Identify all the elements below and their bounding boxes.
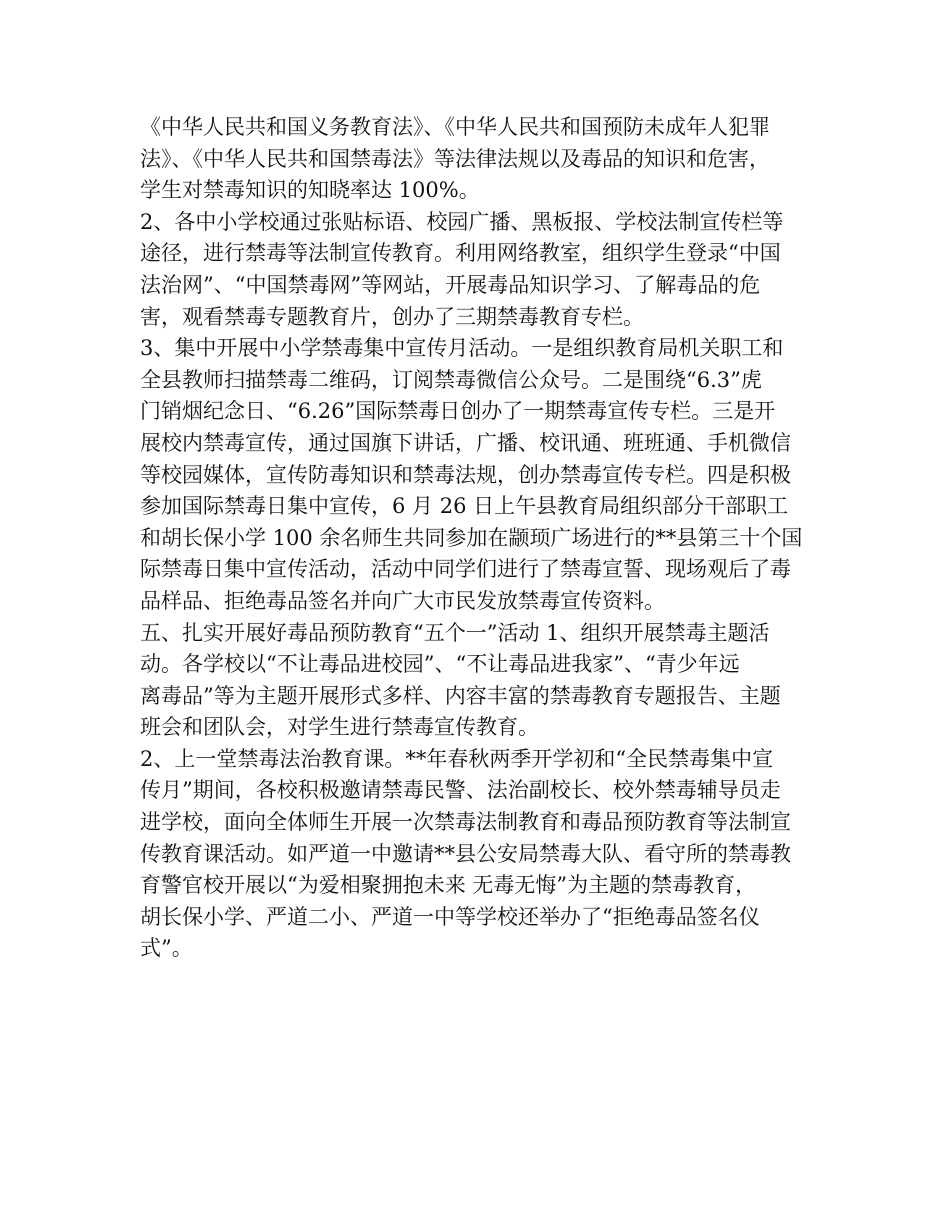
text-line: 途径，进行禁毒等法制宣传教育。利用网络教室，组织学生登录“中国 [140,241,781,266]
text-line: 育警官校开展以“为爱相聚拥抱未来 无毒无悔”为主题的禁毒教育， [140,873,757,898]
text-line: 害，观看禁毒专题教育片，创办了三期禁毒教育专栏。 [140,304,644,329]
text-line: 品样品、拒绝毒品签名并向广大市民发放禁毒宣传资料。 [140,588,665,613]
text-line: 式”。 [140,936,193,961]
text-line: 2、上一堂禁毒法治教育课。**年春秋两季开学初和“全民禁毒集中宣 [140,746,774,771]
text-line: 门销烟纪念日、“6.26”国际禁毒日创办了一期禁毒宣传专栏。三是开 [140,399,776,424]
text-line: 际禁毒日集中宣传活动，活动中同学们进行了禁毒宣誓、现场观后了毒 [140,557,791,582]
text-line: 五、扎实开展好毒品预防教育“五个一”活动 1、组织开展禁毒主题活 [140,620,770,645]
text-line: 2、各中小学校通过张贴标语、校园广播、黑板报、学校法制宣传栏等 [140,209,784,234]
document-body [140,112,810,965]
text-line: 法治网”、“中国禁毒网”等网站，开展毒品知识学习、了解毒品的危 [140,272,761,297]
text-line: 展校内禁毒宣传，通过国旗下讲话，广播、校讯通、班班通、手机微信 [140,430,791,455]
text-line: 胡长保小学、严道二小、严道一中等学校还举办了“拒绝毒品签名仪 [140,904,760,929]
text-line: 进学校，面向全体师生开展一次禁毒法制教育和毒品预防教育等法制宣 [140,810,791,835]
text-line: 等校园媒体，宣传防毒知识和禁毒法规，创办禁毒宣传专栏。四是积极 [140,462,791,487]
text-line: 和胡长保小学 100 余名师生共同参加在颛顼广场进行的**县第三十个国 [140,525,803,550]
text-line: 《中华人民共和国义务教育法》、《中华人民共和国预防未成年人犯罪 [140,115,770,139]
text-line: 学生对禁毒知识的知晓率达 100%。 [140,178,480,203]
text-line: 法》、《中华人民共和国禁毒法》等法律法规以及毒品的知识和危害， [140,146,770,171]
text-line: 离毒品”等为主题开展形式多样、内容丰富的禁毒教育专题报告、主题 [140,683,781,708]
text-line: 传教育课活动。如严道一中邀请**县公安局禁毒大队、看守所的禁毒教 [140,841,791,866]
text-line: 参加国际禁毒日集中宣传，6 月 26 日上午县教育局组织部分干部职工 [140,494,789,519]
text-line: 全县教师扫描禁毒二维码，订阅禁毒微信公众号。二是围绕“6.3”虎 [140,367,762,392]
text-line: 班会和团队会，对学生进行禁毒宣传教育。 [140,715,539,740]
text-line: 传月”期间，各校积极邀请禁毒民警、法治副校长、校外禁毒辅导员走 [140,778,781,803]
text-line: 动。各学校以“不让毒品进校园”、“不让毒品进我家”、“青少年远 [140,652,740,677]
text-line: 3、集中开展中小学禁毒集中宣传月活动。一是组织教育局机关职工和 [140,336,784,361]
